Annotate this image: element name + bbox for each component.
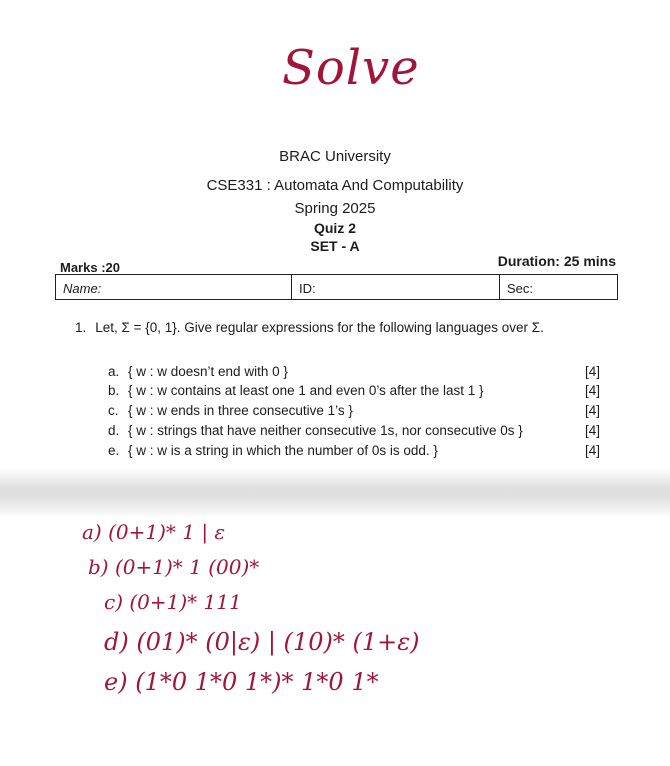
part-letter: d. — [108, 423, 120, 438]
part-marks: [4] — [584, 364, 600, 379]
marks-label: Marks :20 — [60, 260, 120, 275]
duration-label: Duration: 25 mins — [497, 253, 616, 269]
university-name: BRAC University — [279, 148, 391, 165]
name-field: Name: — [56, 275, 292, 299]
part-marks: [4] — [584, 403, 600, 418]
id-field: ID: — [292, 275, 500, 299]
part-letter: c. — [108, 403, 119, 418]
quiz-title: Quiz 2 — [313, 220, 356, 236]
part-letter: e. — [108, 443, 120, 458]
set-label: SET - A — [310, 238, 360, 254]
question-1 — [75, 320, 544, 335]
student-info-box — [55, 274, 618, 300]
answer-e: e) (1*0 1*0 1*)* 1*0 1* — [104, 668, 379, 696]
question-prompt: Let, Σ = {0, 1}. Give regular expressions for the following languages over Σ. — [95, 320, 544, 335]
answer-d: d) (01)* (0|ε) | (10)* (1+ε) — [104, 628, 420, 656]
term: Spring 2025 — [294, 200, 376, 217]
question-part-d — [108, 423, 600, 438]
part-marks: [4] — [584, 423, 600, 438]
question-part-e — [108, 443, 600, 458]
question-part-a — [108, 364, 600, 379]
course-title: CSE331 : Automata And Computability — [206, 177, 464, 194]
part-marks: [4] — [584, 443, 600, 458]
part-letter: b. — [108, 383, 120, 398]
answer-b: b) (0+1)* 1 (00)* — [88, 555, 260, 579]
section-field: Sec: — [507, 281, 534, 296]
part-marks: [4] — [584, 383, 600, 398]
part-text: { w : w ends in three consecutive 1’s } — [128, 403, 353, 418]
answer-a: a) (0+1)* 1 | ε — [82, 520, 226, 544]
question-part-b — [108, 383, 600, 398]
question-number: 1. — [75, 320, 87, 335]
question-part-c — [108, 403, 600, 418]
part-text: { w : w is a string in which the number of 0s is odd. } — [128, 443, 438, 458]
blurred-region — [0, 468, 670, 518]
part-text: { w : w contains at least one 1 and even 0’s after the last 1 } — [128, 383, 484, 398]
part-text: { w : w doesn’t end with 0 } — [128, 364, 288, 379]
answer-c: c) (0+1)* 111 — [104, 590, 242, 614]
handwritten-title: Solve — [282, 40, 420, 96]
part-letter: a. — [108, 364, 120, 379]
part-text: { w : strings that have neither consecutive 1s, nor consecutive 0s } — [128, 423, 523, 438]
